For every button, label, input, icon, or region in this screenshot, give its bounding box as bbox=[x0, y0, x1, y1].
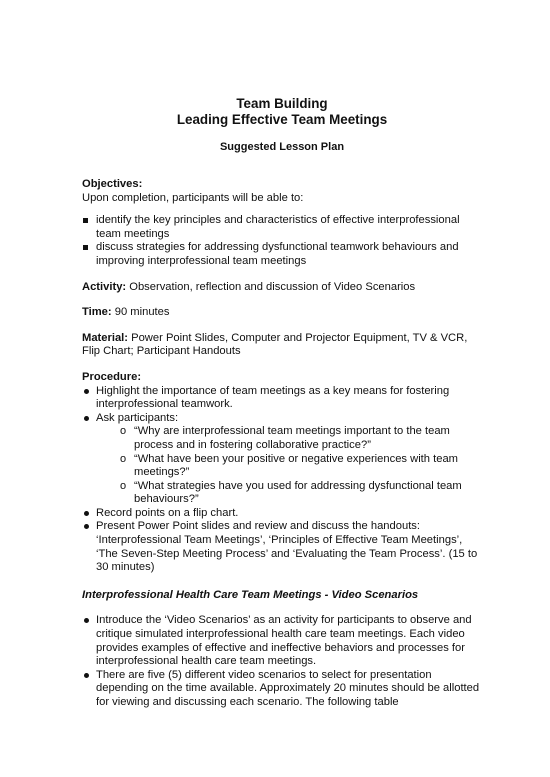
list-item bbox=[82, 241, 482, 268]
square-bullet-icon bbox=[83, 218, 88, 223]
activity-label: Activity: bbox=[82, 280, 127, 293]
procedure-text: Present Power Point slides and review and discuss the handouts: ‘Interprofessional Team Meetings’, ‘Principles of Effective Team Meetings’, ‘The Seven-Step Meeting Process’ and ‘Evaluating the Team Process’. (15 to 30 minutes) bbox=[96, 520, 478, 574]
list-item bbox=[120, 480, 482, 507]
list-item bbox=[82, 412, 482, 426]
document-title bbox=[82, 96, 482, 128]
objectives-list bbox=[82, 214, 482, 268]
round-bullet-icon bbox=[84, 389, 89, 394]
material-text: Power Point Slides, Computer and Projector Equipment, TV & VCR, Flip Chart; Participant Handouts bbox=[82, 331, 468, 358]
list-item bbox=[82, 214, 482, 241]
list-item bbox=[82, 614, 482, 668]
question-text: “Why are interprofessional team meetings important to the team process and in fostering collaborative practice?” bbox=[134, 425, 450, 451]
list-item bbox=[120, 453, 482, 480]
square-bullet-icon bbox=[83, 245, 88, 250]
material-line bbox=[82, 332, 482, 359]
question-text: “What strategies have you used for addressing dysfunctional team behaviours?” bbox=[134, 479, 462, 506]
round-bullet-icon bbox=[84, 511, 89, 516]
video-text: There are five (5) different video scenarios to select for presentation depending on the time available. Approximately 20 minutes should be allotted for viewing and discussing each scenario. The following table bbox=[96, 668, 480, 708]
objective-text: discuss strategies for addressing dysfunctional teamwork behaviours and improving interprofessional team meetings bbox=[96, 241, 459, 267]
document-subtitle: Suggested Lesson Plan bbox=[219, 141, 345, 153]
video-text: Introduce the ‘Video Scenarios’ as an activity for participants to observe and critique simulated interprofessional health care team meetings. Each video provides examples of effective and ineffective behaviors and processes for interprofessional health care team meetings. bbox=[96, 614, 472, 668]
procedure-text: Ask participants: bbox=[96, 411, 179, 424]
video-section-heading: Interprofessional Health Care Team Meetings - Video Scenarios bbox=[82, 588, 419, 601]
questions-list bbox=[120, 425, 482, 507]
round-bullet-icon bbox=[84, 524, 89, 529]
activity-line bbox=[82, 281, 482, 295]
time-label: Time: bbox=[82, 306, 112, 319]
procedure-heading: Procedure: bbox=[82, 370, 142, 383]
procedure-list bbox=[82, 385, 482, 575]
video-list bbox=[82, 614, 482, 709]
objective-text: identify the key principles and characteristics of effective interprofessional team meetings bbox=[96, 214, 460, 240]
list-item bbox=[82, 669, 482, 710]
procedure-section bbox=[82, 371, 482, 575]
objectives-intro: Upon completion, participants will be able to: bbox=[82, 191, 304, 204]
round-bullet-icon bbox=[84, 618, 89, 623]
list-item bbox=[82, 520, 482, 574]
list-item bbox=[82, 425, 482, 507]
procedure-text: Highlight the importance of team meetings as a key means for fostering interprofessional teamwork. bbox=[96, 384, 450, 411]
objectives-section bbox=[82, 178, 482, 269]
hollow-circle-bullet-icon: o bbox=[120, 425, 127, 438]
round-bullet-icon bbox=[84, 673, 89, 678]
objectives-heading: Objectives: bbox=[82, 178, 143, 190]
document-page bbox=[82, 96, 482, 710]
list-item bbox=[120, 425, 482, 452]
material-label: Material: bbox=[82, 331, 129, 344]
procedure-text: Record points on a flip chart. bbox=[96, 506, 239, 519]
round-bullet-icon bbox=[84, 416, 89, 421]
time-line bbox=[82, 306, 482, 320]
title-line-1: Team Building bbox=[236, 96, 328, 111]
video-section bbox=[82, 589, 482, 710]
question-text: “What have been your positive or negative experiences with team meetings?” bbox=[134, 452, 458, 479]
time-text: 90 minutes bbox=[114, 306, 170, 319]
hollow-circle-bullet-icon: o bbox=[120, 452, 127, 465]
activity-text: Observation, reflection and discussion of Video Scenarios bbox=[129, 280, 416, 293]
title-line-2: Leading Effective Team Meetings bbox=[176, 112, 388, 127]
list-item bbox=[82, 385, 482, 412]
hollow-circle-bullet-icon: o bbox=[120, 479, 127, 492]
list-item bbox=[82, 507, 482, 521]
